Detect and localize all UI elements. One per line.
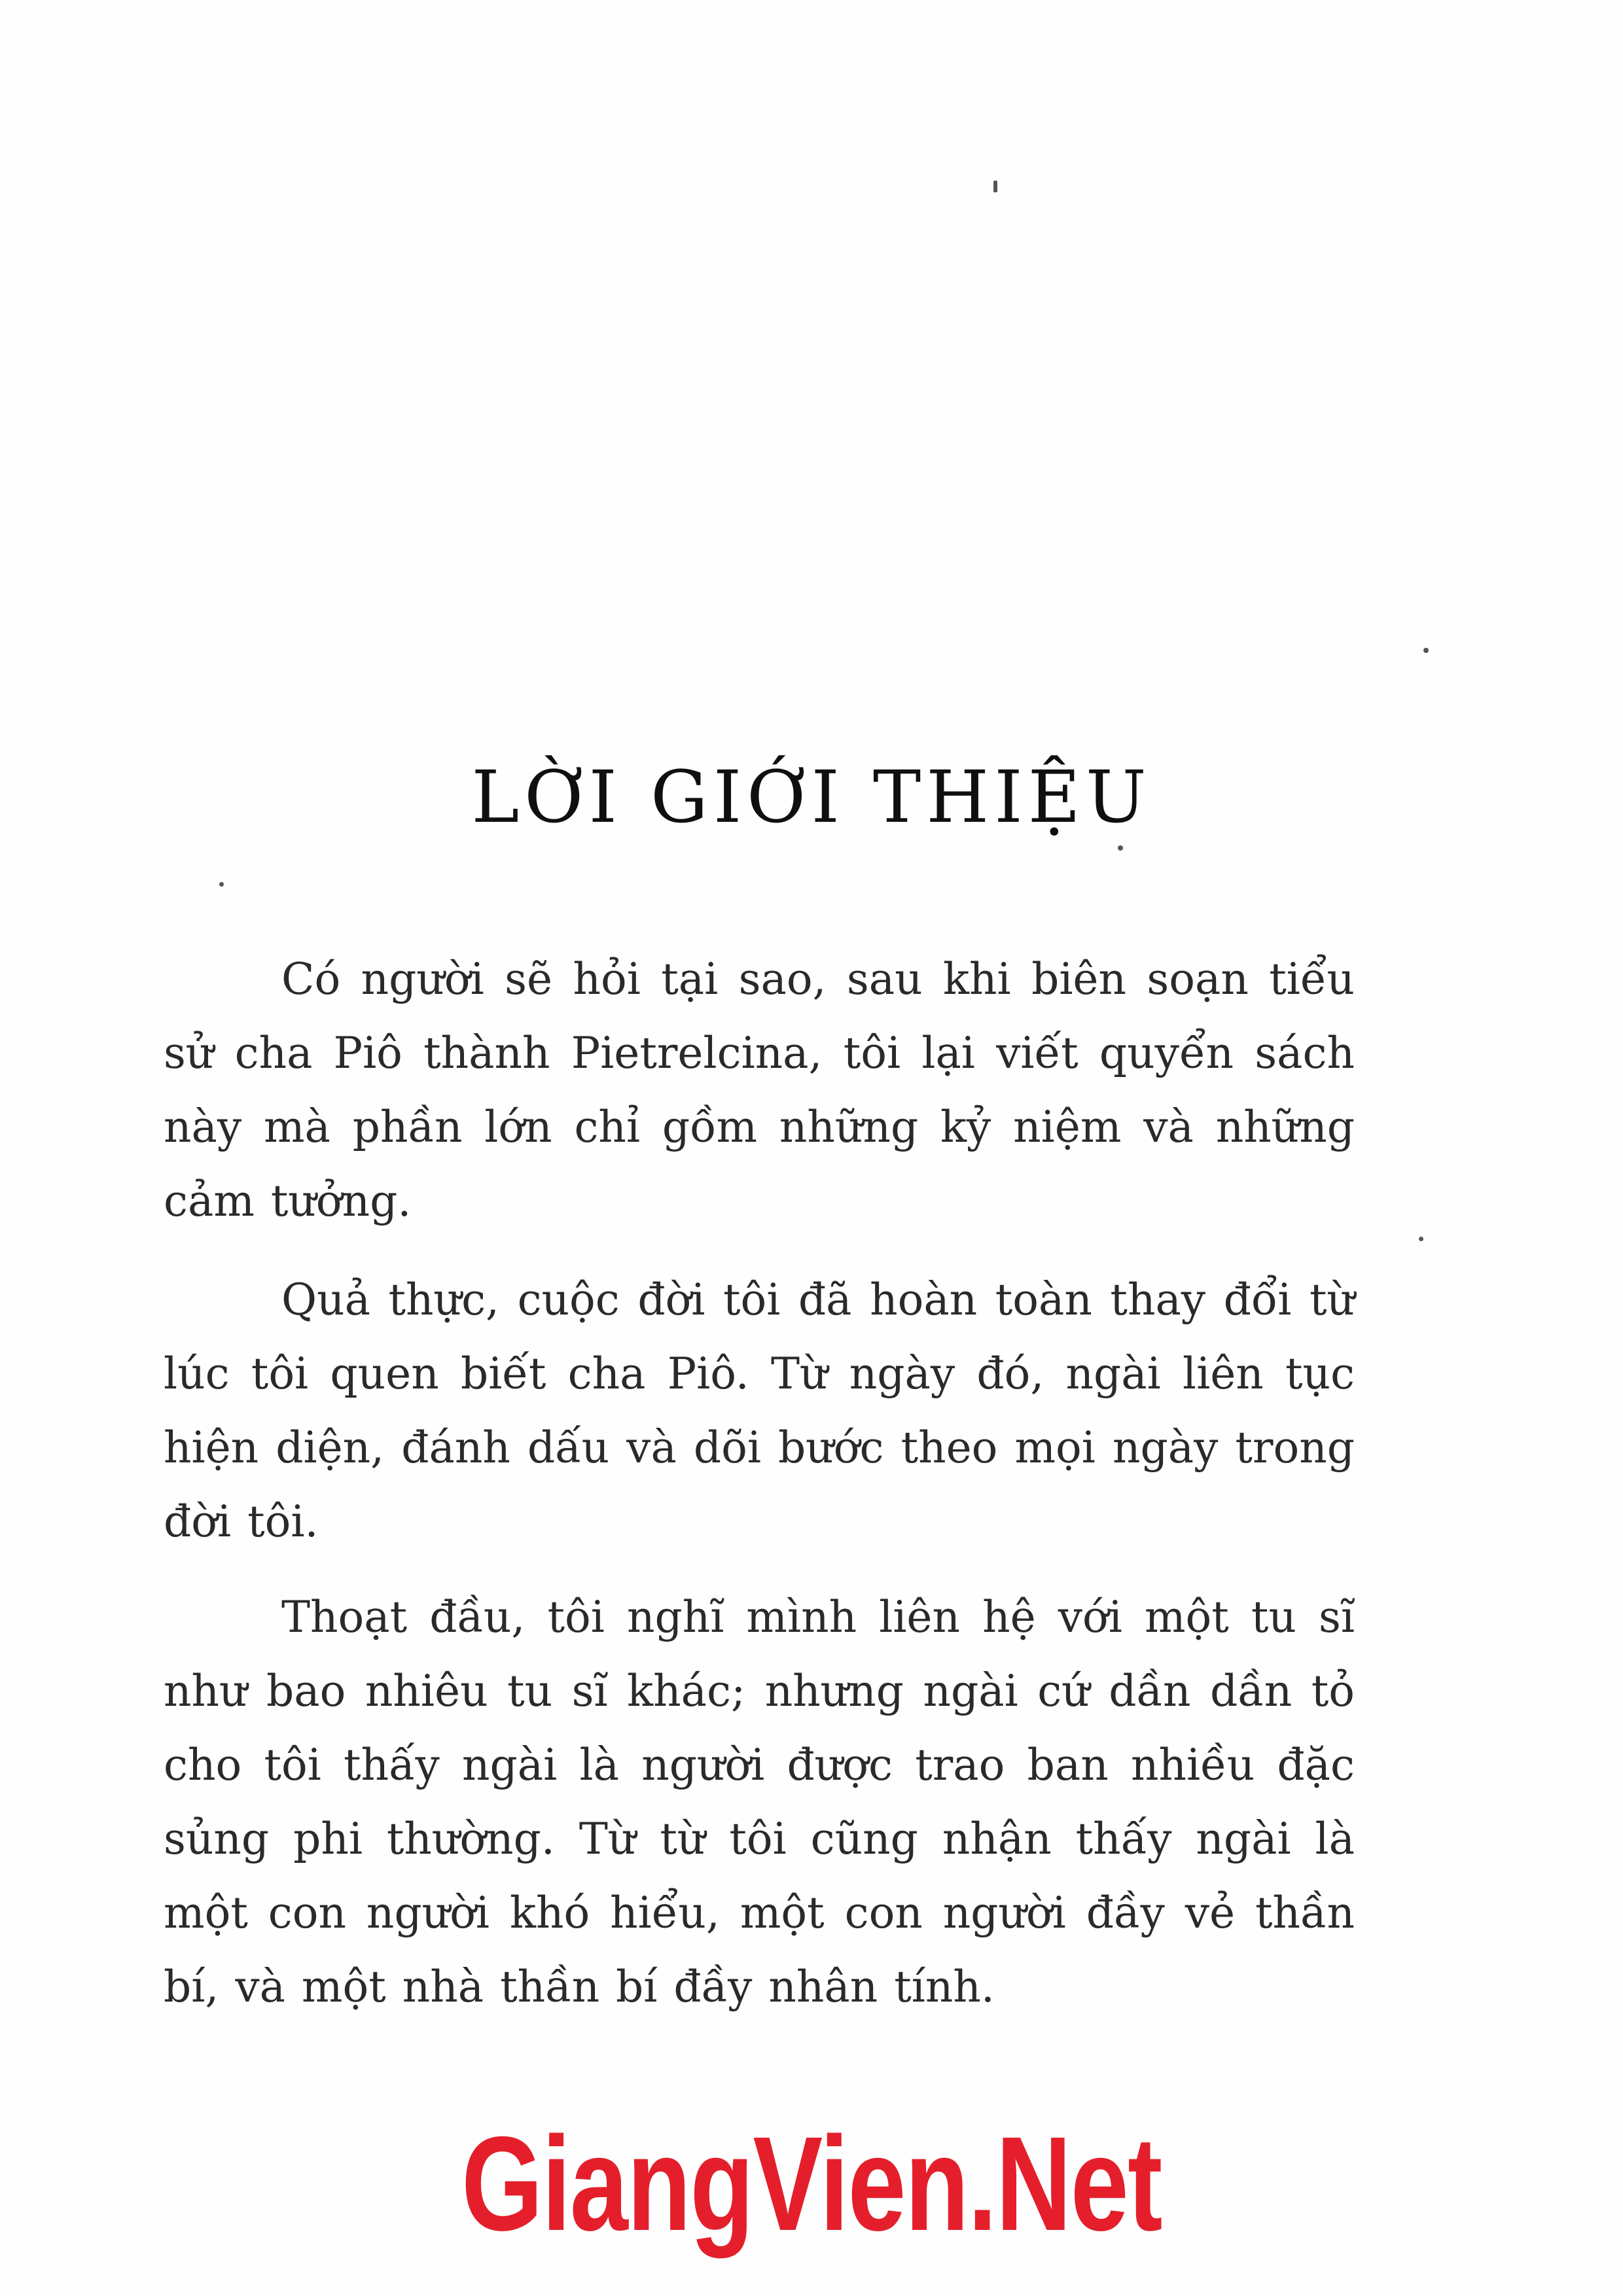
scan-speck — [1419, 1237, 1423, 1241]
watermark-logo: GiangVien.Net — [461, 2109, 1162, 2259]
paragraph: Thoạt đầu, tôi nghĩ mình liên hệ với một tu sĩ như bao nhiêu tu sĩ khác; nhưng ngài cứ dần dần tỏ cho tôi thấy ngài là người được trao ban nhiều đặc sủng phi thường. Từ từ tôi cũng nhận thấy ngài là một con người khó hiểu, một con người đầy vẻ thần bí, và một nhà thần bí đầy nhân tính. — [164, 1592, 1355, 2012]
scan-speck — [1118, 845, 1123, 851]
page-title: LỜI GIỚI THIỆU — [471, 754, 1152, 839]
scan-speck — [1423, 648, 1429, 653]
paragraph: Có người sẽ hỏi tại sao, sau khi biên soạn tiểu sử cha Piô thành Pietrelcina, tôi lại viết quyển sách này mà phần lớn chỉ gồm những kỷ niệm và những cảm tưởng. — [164, 954, 1355, 1226]
paragraph: Quả thực, cuộc đời tôi đã hoàn toàn thay đổi từ lúc tôi quen biết cha Piô. Từ ngày đó, ngài liên tục hiện diện, đánh dấu và dõi bước theo mọi ngày trong đời tôi. — [164, 1275, 1355, 1547]
scan-speck — [219, 882, 224, 887]
scan-speck — [993, 181, 997, 192]
